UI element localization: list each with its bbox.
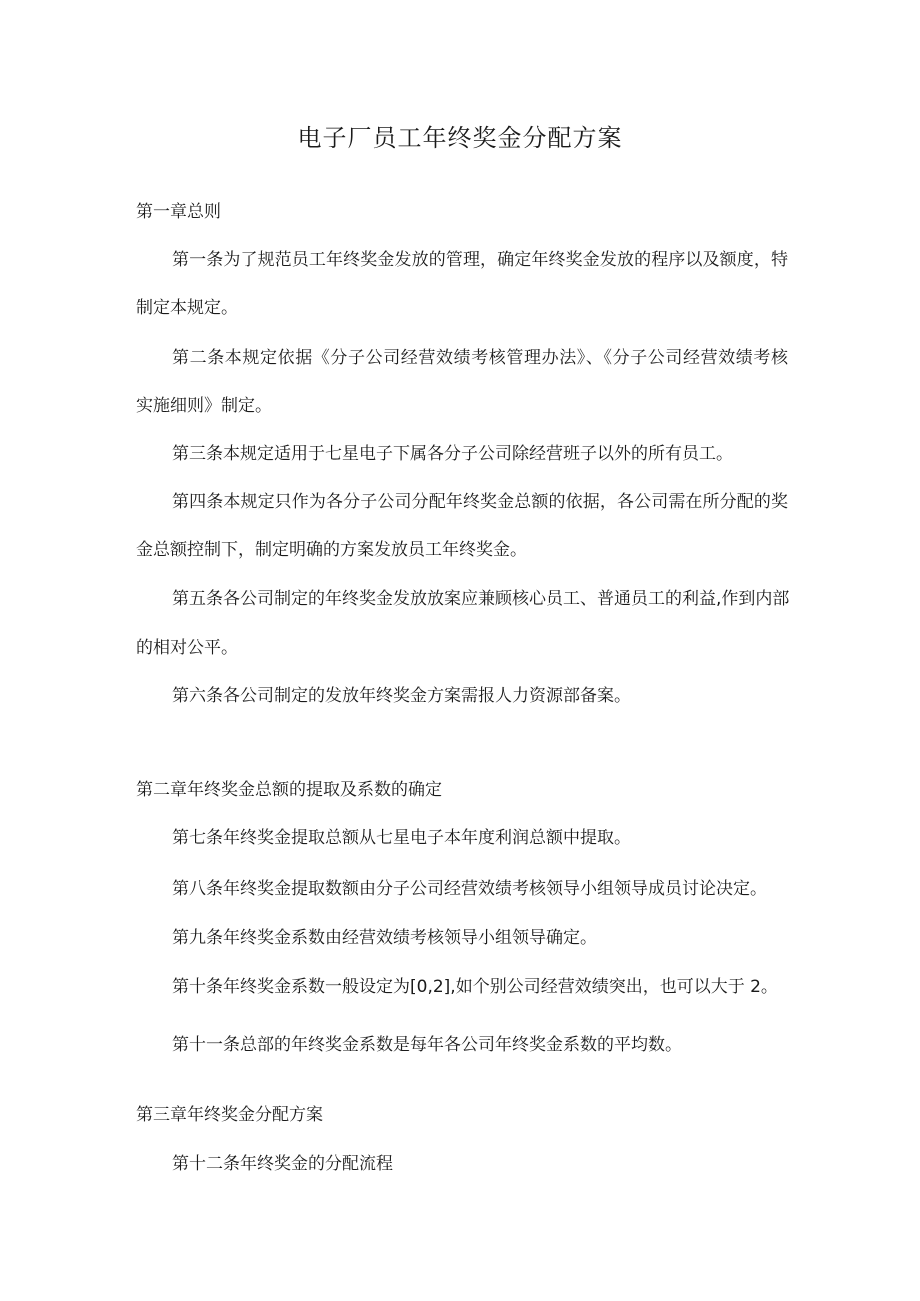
chapter-heading: 第三章年终奖金分配方案 [136, 1105, 323, 1125]
chapter-heading: 第一章总则 [136, 202, 221, 222]
article-line: 第八条年终奖金提取数额由分子公司经营效绩考核领导小组领导成员讨论决定。 [172, 879, 767, 899]
article-line: 第十条年终奖金系数一般设定为[0,2],如个别公司经营效绩突出，也可以大于 2。 [172, 977, 778, 997]
article-line: 第五条各公司制定的年终奖金发放放案应兼顾核心员工、普通员工的利益,作到内部 [172, 589, 790, 609]
article-line: 制定本规定。 [136, 298, 238, 318]
article-line: 第七条年终奖金提取总额从七星电子本年度利润总额中提取。 [172, 828, 631, 848]
article-line: 第四条本规定只作为各分子公司分配年终奖金总额的依据，各公司需在所分配的奖 [172, 492, 788, 512]
article-line: 第三条本规定适用于七星电子下属各分子公司除经营班子以外的所有员工。 [172, 444, 733, 464]
article-line: 第二条本规定依据《分子公司经营效绩考核管理办法》、《分子公司经营效绩考核 [172, 348, 788, 368]
article-line: 第六条各公司制定的发放年终奖金方案需报人力资源部备案。 [172, 686, 631, 706]
article-line: 金总额控制下，制定明确的方案发放员工年终奖金。 [136, 540, 527, 560]
document-title: 电子厂员工年终奖金分配方案 [297, 124, 623, 152]
article-line: 的相对公平。 [136, 638, 238, 658]
article-line: 第十二条年终奖金的分配流程 [172, 1154, 393, 1174]
chapter-heading: 第二章年终奖金总额的提取及系数的确定 [136, 780, 442, 800]
article-line: 第十一条总部的年终奖金系数是每年各公司年终奖金系数的平均数。 [172, 1035, 682, 1055]
article-line: 第一条为了规范员工年终奖金发放的管理，确定年终奖金发放的程序以及额度，特 [172, 250, 788, 270]
article-line: 实施细则》制定。 [136, 396, 272, 416]
article-line: 第九条年终奖金系数由经营效绩考核领导小组领导确定。 [172, 928, 597, 948]
